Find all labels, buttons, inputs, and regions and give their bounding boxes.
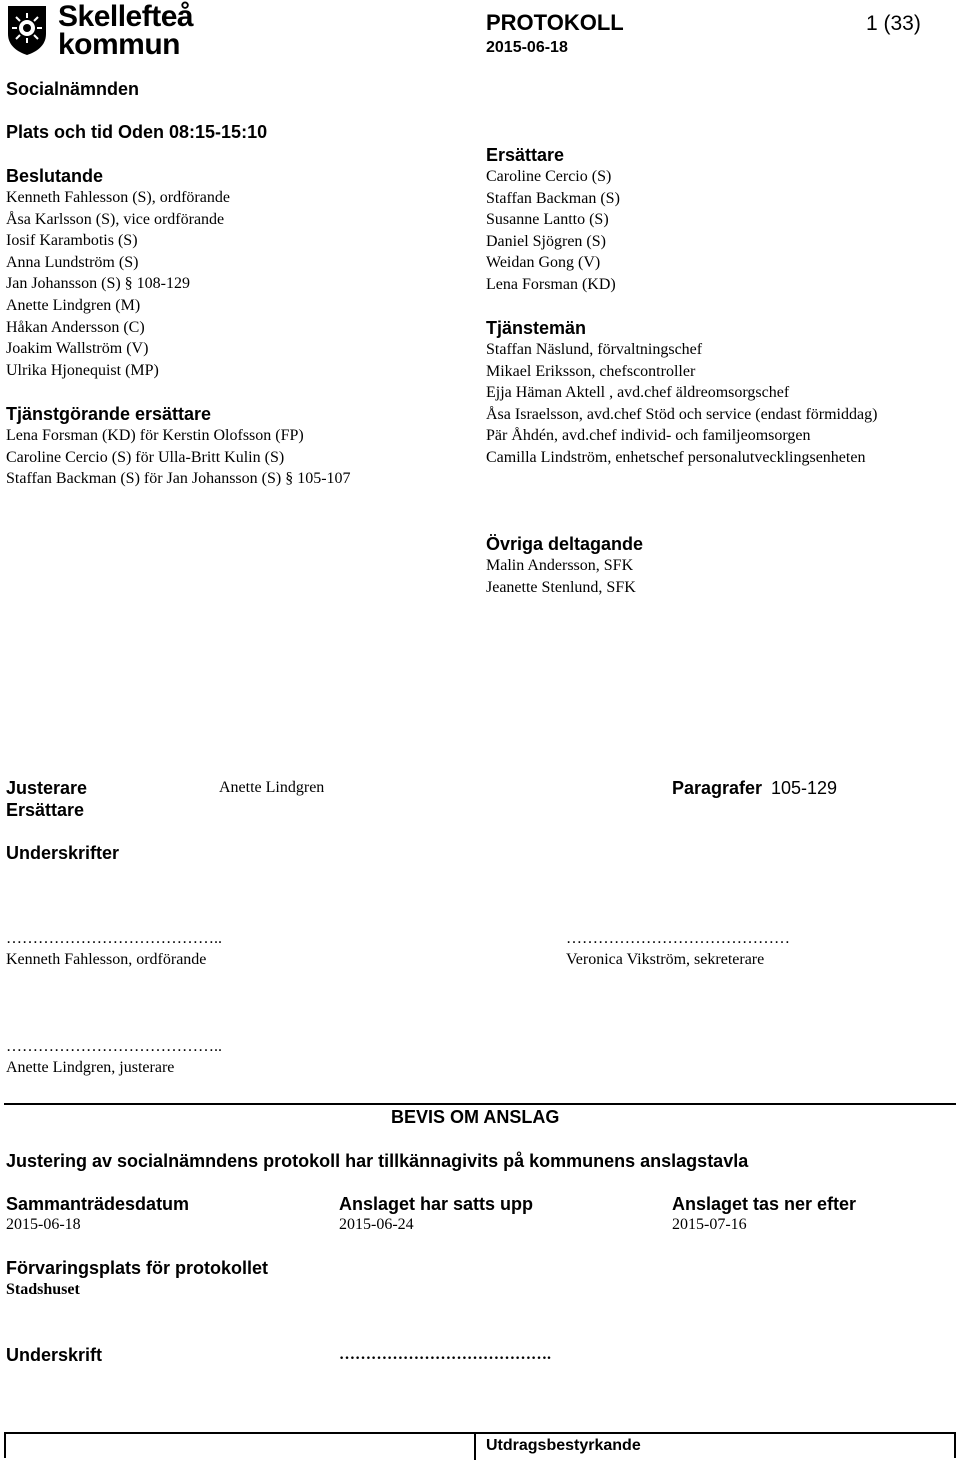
list-item: Mikael Eriksson, chefscontroller	[486, 362, 696, 380]
list-item: Ejja Häman Aktell , avd.chef äldreomsorgschef	[486, 384, 790, 402]
beslutande-section	[6, 165, 230, 381]
ovriga-section	[486, 533, 643, 598]
meeting-date-value: 2015-06-18	[6, 1216, 81, 1233]
logo	[6, 0, 206, 61]
ersattare-section	[486, 144, 620, 296]
removed-date-label: Anslaget tas ner efter	[672, 1194, 857, 1214]
signature-line-justerare: …………………………………..	[6, 1038, 222, 1055]
list-item: Iosif Karambotis (S)	[6, 232, 138, 250]
list-item: Staffan Backman (S)	[486, 189, 620, 207]
ovriga-list	[486, 555, 643, 598]
tjanstgorande-heading: Tjänstgörande ersättare	[6, 404, 212, 424]
document-date: 2015-06-18	[486, 39, 568, 56]
list-item: Joakim Wallström (V)	[6, 340, 149, 358]
list-item: Lena Forsman (KD)	[486, 275, 616, 293]
coat-of-arms-icon	[6, 4, 48, 56]
posted-date-value: 2015-06-24	[339, 1216, 414, 1233]
ersattare-list	[486, 166, 620, 296]
meeting-date-label: Sammanträdesdatum	[6, 1194, 190, 1214]
list-item: Jan Johansson (S) § 108-129	[6, 275, 190, 293]
divider	[4, 1103, 956, 1105]
list-item: Åsa Israelsson, avd.chef Stöd och service (endast förmiddag)	[486, 405, 878, 423]
list-item: Pär Åhdén, avd.chef individ- och familjeomsorgen	[486, 427, 811, 445]
signature-line-chair: …………………………………..	[6, 930, 222, 947]
ersattare-justering-label: Ersättare	[6, 800, 85, 820]
list-item: Åsa Karlsson (S), vice ordförande	[6, 210, 225, 228]
list-item: Staffan Näslund, förvaltningschef	[486, 341, 703, 358]
signature-line-secretary: ……………………………………	[566, 930, 790, 947]
signature-line: ………………………………….	[339, 1346, 551, 1363]
list-item: Staffan Backman (S) för Jan Johansson (S) § 105-107	[6, 470, 351, 488]
tjanstemen-heading: Tjänstemän	[486, 318, 587, 338]
footer-divider	[474, 1434, 476, 1460]
list-item: Daniel Sjögren (S)	[486, 232, 606, 250]
list-item: Håkan Andersson (C)	[6, 318, 145, 336]
signature-name-secretary: Veronica Vikström, sekreterare	[566, 951, 765, 968]
underskrifter-heading: Underskrifter	[6, 843, 120, 863]
footer-label: Utdragsbestyrkande	[486, 1437, 641, 1454]
document-type: PROTOKOLL	[486, 10, 624, 35]
ovriga-heading: Övriga deltagande	[486, 534, 644, 554]
list-item: Anna Lundström (S)	[6, 253, 139, 271]
removed-date-value: 2015-07-16	[672, 1216, 747, 1233]
logo-line1: Skellefteå	[58, 0, 194, 33]
storage-label: Förvaringsplats för protokollet	[6, 1258, 269, 1278]
tjanstgorande-list	[6, 425, 351, 490]
anslag-title: BEVIS OM ANSLAG	[391, 1107, 560, 1127]
list-item: Camilla Lindström, enhetschef personalutvecklingsenheten	[486, 448, 866, 466]
list-item: Ulrika Hjonequist (MP)	[6, 361, 159, 379]
posted-date-label: Anslaget har satts upp	[339, 1194, 534, 1214]
list-item: Lena Forsman (KD) för Kerstin Olofsson (FP)	[6, 427, 304, 444]
signature-name-justerare: Anette Lindgren, justerare	[6, 1059, 175, 1076]
page-number: 1 (33)	[866, 12, 921, 35]
list-item: Kenneth Fahlesson (S), ordförande	[6, 189, 230, 206]
signature-label: Underskrift	[6, 1345, 103, 1365]
anslag-statement: Justering av socialnämndens protokoll har tillkännagivits på kommunens anslagstavla	[6, 1151, 749, 1171]
beslutande-list	[6, 187, 230, 381]
tjanstemen-list	[486, 339, 877, 469]
justerare-name: Anette Lindgren	[219, 779, 325, 796]
storage-value: Stadshuset	[6, 1281, 80, 1298]
list-item: Anette Lindgren (M)	[6, 296, 141, 314]
ersattare-heading: Ersättare	[486, 145, 565, 165]
list-item: Caroline Cercio (S) för Ulla-Britt Kulin (S)	[6, 448, 285, 466]
committee-name: Socialnämnden	[6, 79, 140, 99]
logo-line2: kommun	[58, 28, 181, 61]
paragrafer-value: 105-129	[771, 778, 838, 798]
list-item: Susanne Lantto (S)	[486, 211, 609, 229]
footer-box	[4, 1432, 956, 1458]
paragrafer-label: Paragrafer	[672, 778, 763, 798]
list-item: Caroline Cercio (S)	[486, 168, 612, 185]
list-item: Weidan Gong (V)	[486, 254, 601, 272]
justerare-label: Justerare	[6, 778, 88, 798]
list-item: Malin Andersson, SFK	[486, 557, 634, 574]
tjanstemen-section	[486, 317, 877, 469]
place-time: Plats och tid Oden 08:15-15:10	[6, 122, 268, 142]
list-item: Jeanette Stenlund, SFK	[486, 578, 636, 596]
signature-name-chair: Kenneth Fahlesson, ordförande	[6, 951, 207, 968]
tjanstgorande-section	[6, 403, 351, 490]
beslutande-heading: Beslutande	[6, 166, 104, 186]
